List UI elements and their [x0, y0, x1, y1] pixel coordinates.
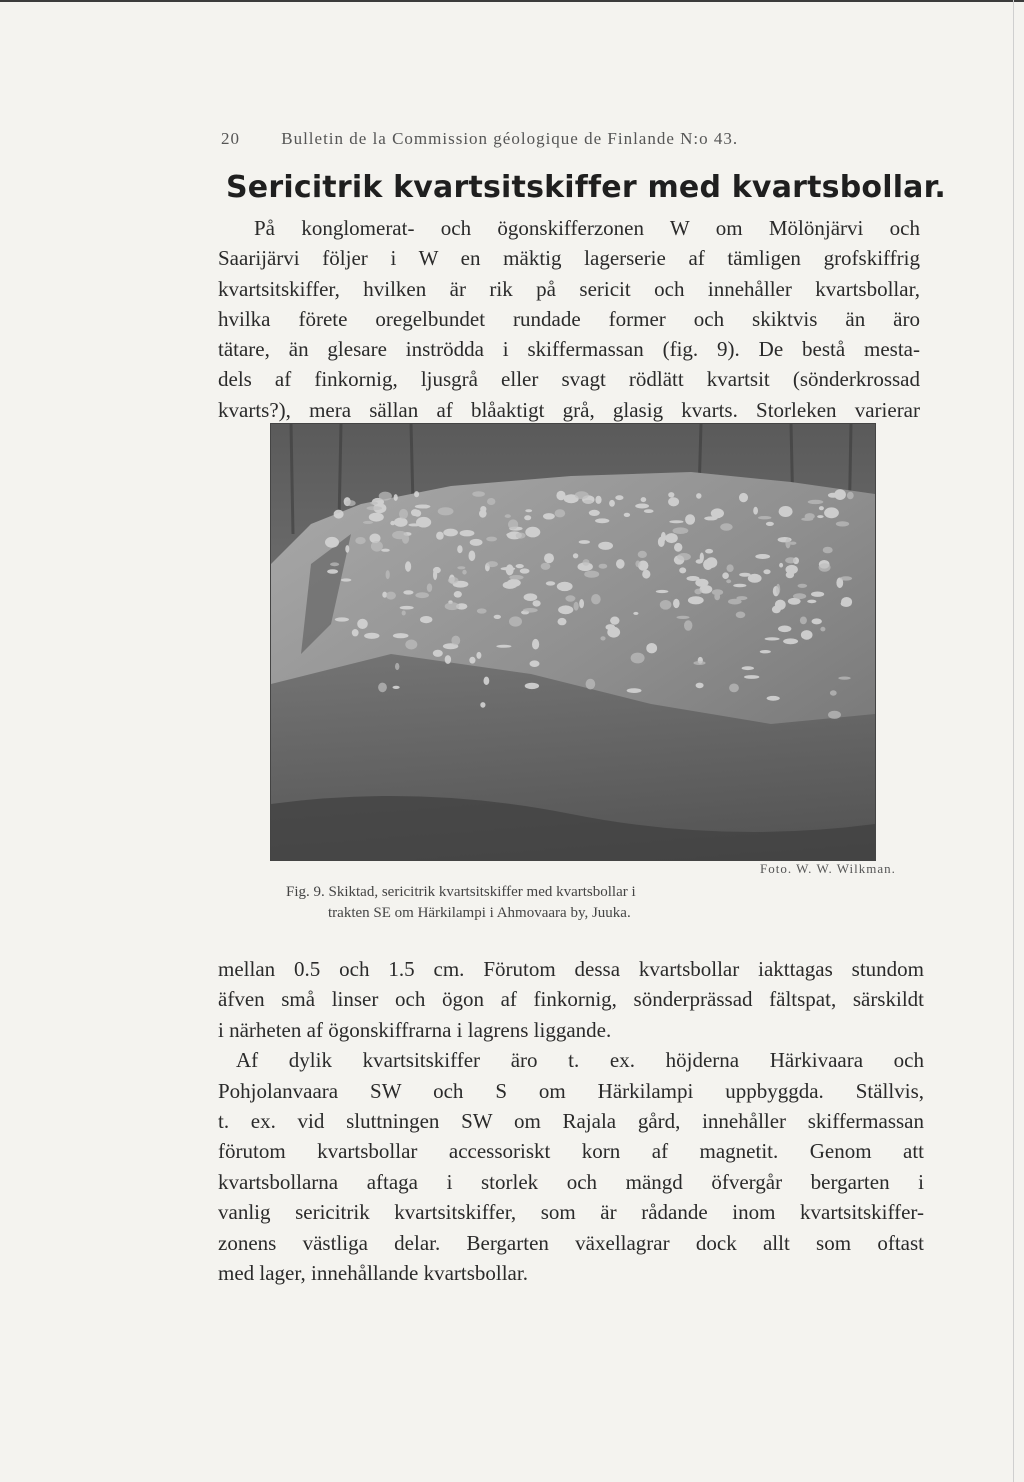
pebble-texture	[476, 652, 481, 659]
pebble-texture	[565, 595, 575, 601]
page-right-edge	[1013, 0, 1014, 1482]
pebble-texture	[445, 655, 451, 664]
pebble-texture	[786, 572, 794, 579]
pebble-texture	[847, 492, 854, 500]
pebble-texture	[638, 551, 647, 558]
pebble-texture	[378, 683, 387, 693]
pebble-texture	[635, 561, 640, 568]
pebble-texture	[631, 653, 645, 664]
pebble-texture	[386, 592, 396, 600]
pebble-texture	[345, 545, 349, 553]
pebble-texture	[392, 531, 407, 539]
pebble-texture	[696, 493, 701, 499]
pebble-texture	[415, 592, 429, 598]
pebble-texture	[778, 626, 791, 633]
pebble-texture	[688, 596, 704, 604]
pebble-texture	[579, 599, 584, 608]
pebble-texture	[394, 518, 408, 527]
pebble-texture	[457, 545, 462, 553]
text-line: hvilka förete oregelbundet rundade former och skiktvis än äro	[218, 306, 920, 331]
pebble-texture	[800, 617, 807, 625]
pebble-texture	[379, 492, 392, 501]
pebble-texture	[729, 684, 739, 693]
pebble-texture	[509, 575, 523, 580]
pebble-texture	[727, 564, 734, 572]
pebble-texture	[393, 633, 409, 638]
pebble-texture	[598, 542, 613, 550]
pebble-texture	[509, 616, 522, 626]
pebble-texture	[325, 537, 339, 548]
pebble-texture	[685, 514, 695, 525]
pebble-texture	[783, 638, 798, 644]
pebble-texture	[704, 516, 717, 520]
pebble-texture	[462, 570, 466, 575]
text-line: Af dylik kvartsitskiffer äro t. ex. höjderna Härkivaara och	[236, 1048, 924, 1073]
pebble-texture	[503, 581, 517, 589]
pebble-texture	[557, 582, 573, 591]
text-line: Saarijärvi följer i W en mäktig lagerserie af tämligen grofskiffrig	[218, 246, 920, 271]
pebble-texture	[443, 529, 458, 537]
pebble-texture	[530, 660, 540, 667]
pebble-texture	[693, 661, 705, 665]
pebble-texture	[494, 615, 501, 619]
pebble-texture	[355, 537, 365, 544]
pebble-texture	[700, 553, 704, 563]
pebble-texture	[516, 564, 524, 568]
pebble-texture	[677, 616, 690, 619]
pebble-texture	[402, 611, 406, 616]
pebble-texture	[830, 690, 837, 695]
text-line: På konglomerat- och ögonskifferzonen W om Mölönjärvi och	[254, 216, 920, 240]
pebble-texture	[801, 518, 813, 521]
pebble-texture	[696, 683, 704, 689]
pebble-texture	[767, 696, 780, 701]
pebble-texture	[763, 569, 770, 574]
pebble-texture	[411, 509, 419, 516]
pebble-texture	[335, 617, 349, 621]
pebble-texture	[369, 513, 384, 522]
pebble-texture	[776, 584, 780, 595]
pebble-texture	[775, 600, 786, 610]
pebble-texture	[480, 702, 485, 708]
text-line: förutom kvartsbollar accessoriskt korn af magnetit. Genom att	[218, 1139, 924, 1164]
pebble-texture	[520, 568, 530, 573]
pebble-texture	[583, 500, 593, 504]
pebble-texture	[586, 679, 596, 690]
pebble-texture	[575, 491, 589, 499]
caption-line: trakten SE om Härkilampi i Ahmovaara by, Juuka.	[328, 905, 631, 921]
pebble-texture	[641, 497, 647, 502]
pebble-texture	[766, 522, 774, 526]
pebble-texture	[460, 530, 475, 536]
pebble-texture	[334, 510, 344, 519]
pebble-texture	[823, 547, 833, 554]
text-line: zonens västliga delar. Bergarten växellagrar dock allt som oftast	[218, 1230, 924, 1255]
pebble-texture	[819, 506, 824, 510]
pebble-texture	[584, 571, 599, 578]
pebble-texture	[753, 507, 758, 515]
pebble-texture	[558, 618, 567, 625]
pebble-texture	[363, 521, 373, 524]
pebble-texture	[457, 566, 465, 569]
pebble-texture	[705, 549, 713, 554]
photo-credit: Foto. W. W. Wilkman.	[760, 861, 896, 876]
pebble-texture	[516, 533, 526, 539]
pebble-texture	[610, 617, 619, 625]
pebble-texture	[668, 497, 679, 506]
text-line: med lager, innehållande kvartsbollar.	[218, 1261, 528, 1286]
pebble-texture	[583, 559, 590, 566]
pebble-texture	[346, 500, 356, 506]
pebble-texture	[841, 597, 852, 607]
running-title: Bulletin de la Commission géologique de Finlande N:o 43.	[281, 129, 739, 148]
pebble-texture	[616, 559, 625, 569]
pebble-texture	[785, 557, 796, 563]
pebble-texture	[758, 516, 771, 519]
pebble-texture	[496, 645, 511, 648]
pebble-texture	[448, 577, 459, 584]
pebble-texture	[720, 523, 732, 530]
pebble-texture	[400, 606, 414, 610]
pebble-texture	[589, 510, 600, 516]
rock-photograph	[270, 423, 876, 861]
pebble-texture	[558, 605, 573, 614]
pebble-texture	[599, 564, 608, 569]
text-line: tätare, än glesare inströdda i skiffermassan (fig. 9). De bestå mesta-	[218, 337, 920, 362]
pebble-texture	[673, 599, 680, 608]
figure-caption	[286, 882, 866, 924]
pebble-texture	[644, 509, 654, 513]
pebble-texture	[669, 520, 683, 523]
pebble-texture	[524, 515, 531, 520]
pebble-texture	[642, 570, 650, 579]
pebble-texture	[609, 500, 615, 507]
pebble-texture	[694, 589, 702, 595]
paragraph-1	[218, 213, 920, 425]
page-top-border	[0, 0, 1024, 2]
pebble-texture	[820, 627, 825, 632]
pebble-texture	[469, 551, 476, 562]
pebble-texture	[684, 620, 692, 631]
pebble-texture	[445, 602, 460, 610]
pebble-texture	[733, 584, 746, 588]
pebble-texture	[595, 518, 609, 523]
pebble-texture	[433, 650, 443, 657]
text-line: kvarts?), mera sällan af blåaktigt grå, glasig kvarts. Storleken varierar	[218, 397, 920, 422]
pebble-texture	[543, 513, 555, 519]
pebble-texture	[600, 636, 605, 640]
pebble-texture	[838, 677, 850, 680]
pebble-texture	[403, 590, 413, 594]
pebble-texture	[836, 521, 849, 526]
pebble-texture	[633, 612, 638, 615]
caption-line: Fig. 9. Skiktad, sericitrik kvartsitskiffer med kvartsbollar i	[286, 884, 636, 900]
pebble-texture	[454, 591, 462, 598]
pebble-texture	[525, 509, 532, 512]
pebble-texture	[615, 495, 623, 500]
pebble-texture	[807, 600, 816, 604]
pebble-texture	[722, 572, 729, 579]
pebble-texture	[646, 643, 657, 653]
pebble-texture	[386, 570, 390, 579]
pebble-texture	[436, 532, 444, 540]
pebble-texture	[828, 493, 839, 498]
pebble-texture	[760, 650, 771, 653]
pebble-texture	[695, 579, 708, 587]
text-line: kvartsitskiffer, hvilken är rik på sericit och innehåller kvartsbollar,	[218, 276, 920, 301]
pebble-texture	[427, 583, 432, 592]
pebble-texture	[726, 579, 731, 583]
pebble-texture	[327, 569, 338, 574]
pebble-texture	[357, 619, 368, 629]
pebble-texture	[486, 537, 497, 542]
pebble-texture	[393, 686, 400, 689]
pebble-texture	[546, 581, 555, 585]
pebble-texture	[801, 630, 813, 640]
pebble-texture	[811, 592, 824, 597]
pebble-texture	[668, 492, 674, 497]
pebble-texture	[381, 549, 390, 552]
text-line: Pohjolanvaara SW och S om Härkilampi uppbyggda. Ställvis,	[218, 1078, 924, 1103]
pebble-texture	[532, 639, 539, 650]
pebble-texture	[484, 677, 490, 685]
pebble-texture	[665, 533, 678, 543]
pebble-texture	[487, 498, 495, 505]
pebble-texture	[508, 519, 518, 529]
pebble-texture	[624, 513, 630, 517]
pebble-texture	[390, 521, 395, 525]
pebble-texture	[544, 553, 554, 563]
paragraph-2	[218, 954, 924, 1288]
pebble-texture	[524, 593, 538, 601]
pebble-texture	[574, 602, 579, 611]
pebble-texture	[470, 539, 483, 546]
pebble-texture	[808, 500, 824, 504]
pebble-texture	[556, 491, 565, 500]
text-line: äfven små linser och ögon af finkornig, sönderprässad fältspat, särskildt	[218, 987, 924, 1012]
pebble-texture	[635, 504, 649, 509]
pebble-texture	[673, 527, 689, 534]
pebble-texture	[506, 564, 514, 575]
pebble-texture	[728, 599, 742, 605]
pebble-texture	[405, 561, 411, 571]
pebble-texture	[703, 559, 713, 570]
pebble-texture	[352, 629, 359, 636]
pebble-texture	[739, 573, 751, 577]
pebble-texture	[486, 561, 498, 567]
pebble-texture	[779, 506, 793, 517]
pebble-texture	[523, 608, 538, 613]
pebble-texture	[817, 515, 823, 518]
pebble-texture	[330, 562, 339, 566]
text-line: t. ex. vid sluttningen SW om Rajala gård, innehåller skiffermassan	[218, 1109, 924, 1134]
pebble-texture	[423, 505, 429, 509]
pebble-texture	[714, 593, 720, 601]
pebble-texture	[477, 608, 487, 613]
running-header	[221, 129, 781, 149]
pebble-texture	[755, 554, 770, 559]
pebble-texture	[370, 502, 378, 505]
pebble-texture	[798, 584, 808, 588]
pebble-texture	[742, 666, 754, 670]
pebble-texture	[674, 543, 682, 552]
pebble-texture	[658, 537, 665, 547]
pebble-texture	[579, 540, 590, 544]
text-line: vanlig sericitrik kvartsitskiffer, som är rådande inom kvartsitskiffer-	[218, 1200, 924, 1225]
pebble-texture	[472, 491, 485, 497]
pebble-texture	[394, 494, 398, 501]
pebble-texture	[607, 627, 620, 638]
pebble-texture	[660, 600, 672, 610]
pebble-texture	[679, 567, 686, 573]
pebble-texture	[736, 612, 746, 619]
pebble-texture	[399, 509, 408, 519]
pebble-texture	[367, 506, 383, 510]
pebble-texture	[765, 637, 780, 640]
pebble-texture	[533, 600, 541, 606]
pebble-texture	[595, 496, 601, 504]
text-line: kvartsbollarna aftaga i storlek och mängd öfvergår bergarten i	[218, 1169, 924, 1194]
pebble-texture	[505, 514, 511, 518]
pebble-texture	[793, 593, 806, 599]
pebble-texture	[573, 553, 578, 558]
pebble-texture	[591, 594, 601, 604]
pebble-texture	[420, 616, 432, 623]
pebble-texture	[779, 563, 783, 568]
pebble-texture	[525, 683, 539, 689]
pebble-texture	[525, 527, 540, 538]
pebble-texture	[677, 553, 691, 560]
pebble-texture	[451, 636, 460, 646]
pebble-texture	[469, 657, 475, 664]
pebble-texture	[371, 541, 383, 552]
pebble-texture	[828, 711, 841, 719]
pebble-texture	[555, 509, 566, 517]
pebble-texture	[438, 507, 454, 515]
pebble-texture	[395, 663, 399, 670]
pebble-texture	[739, 493, 748, 502]
section-title: Sericitrik kvartsitskiffer med kvartsbollar.	[226, 170, 946, 205]
pebble-texture	[744, 675, 759, 679]
pebble-texture	[812, 618, 822, 624]
pebble-texture	[414, 491, 419, 497]
pebble-texture	[405, 640, 417, 650]
pebble-texture	[364, 633, 379, 639]
pebble-texture	[479, 510, 487, 518]
pebble-texture	[341, 578, 352, 581]
pebble-texture	[433, 567, 441, 573]
pebble-texture	[840, 576, 852, 580]
pebble-texture	[819, 563, 831, 572]
text-line: dels af finkornig, ljusgrå eller svagt rödlätt kvartsit (sönderkrossad	[218, 367, 920, 392]
text-line: mellan 0.5 och 1.5 cm. Förutom dessa kvartsbollar iakttagas stundom	[218, 957, 924, 981]
pebble-texture	[824, 507, 839, 518]
pebble-texture	[627, 688, 642, 693]
page-number: 20	[221, 129, 240, 148]
text-line: i närheten af ögonskiffrarna i lagrens liggande.	[218, 1017, 612, 1042]
pebble-texture	[656, 590, 669, 593]
pebble-texture	[785, 538, 790, 548]
pebble-texture	[541, 563, 551, 570]
pebble-texture	[416, 517, 431, 528]
